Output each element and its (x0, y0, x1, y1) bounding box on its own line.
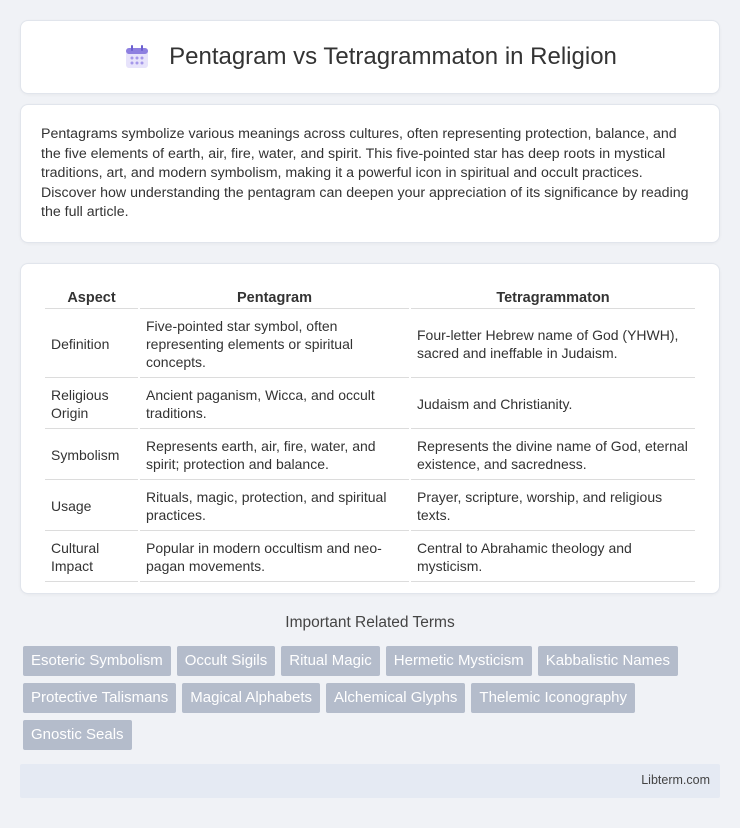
tetragrammaton-cell: Prayer, scripture, worship, and religious texts. (411, 482, 695, 531)
pentagram-cell: Ancient paganism, Wicca, and occult traditions. (140, 380, 409, 429)
related-term-tag[interactable]: Alchemical Glyphs (326, 683, 465, 713)
table-row (45, 482, 695, 531)
page-title: Pentagram vs Tetragrammaton in Religion (169, 43, 617, 70)
table-row (45, 431, 695, 480)
tetragrammaton-cell: Four-letter Hebrew name of God (YHWH), sacred and ineffable in Judaism. (411, 311, 695, 378)
table-header-row (45, 286, 695, 309)
pentagram-cell: Rituals, magic, protection, and spiritual practices. (140, 482, 409, 531)
related-terms-title: Important Related Terms (285, 614, 455, 631)
comparison-table-card (20, 263, 720, 594)
aspect-cell: Cultural Impact (45, 533, 138, 582)
column-header-tetragrammaton: Tetragrammaton (411, 286, 695, 309)
related-term-tag[interactable]: Kabbalistic Names (538, 646, 678, 676)
related-term-tag[interactable]: Occult Sigils (177, 646, 276, 676)
table-row (45, 533, 695, 582)
comparison-table (43, 284, 697, 584)
table-row (45, 311, 695, 378)
aspect-cell: Definition (45, 311, 138, 378)
column-header-aspect: Aspect (45, 286, 138, 309)
related-term-tag[interactable]: Hermetic Mysticism (386, 646, 532, 676)
related-term-tag[interactable]: Ritual Magic (281, 646, 380, 676)
tetragrammaton-cell: Represents the divine name of God, eternal existence, and sacredness. (411, 431, 695, 480)
related-term-tag[interactable]: Magical Alphabets (182, 683, 320, 713)
table-row (45, 380, 695, 429)
calendar-icon (123, 43, 151, 71)
column-header-pentagram: Pentagram (140, 286, 409, 309)
aspect-cell: Symbolism (45, 431, 138, 480)
aspect-cell: Religious Origin (45, 380, 138, 429)
related-term-tag[interactable]: Esoteric Symbolism (23, 646, 171, 676)
pentagram-cell: Represents earth, air, fire, water, and spirit; protection and balance. (140, 431, 409, 480)
footer (20, 764, 720, 798)
footer-site-link[interactable]: Libterm.com (641, 773, 710, 787)
intro-card (20, 104, 720, 243)
related-term-tag[interactable]: Gnostic Seals (23, 720, 132, 750)
pentagram-cell: Five-pointed star symbol, often representing elements or spiritual concepts. (140, 311, 409, 378)
tetragrammaton-cell: Central to Abrahamic theology and mysticism. (411, 533, 695, 582)
tetragrammaton-cell: Judaism and Christianity. (411, 380, 695, 429)
pentagram-cell: Popular in modern occultism and neo-pagan movements. (140, 533, 409, 582)
aspect-cell: Usage (45, 482, 138, 531)
related-terms-list (23, 646, 723, 757)
header-card (20, 20, 720, 94)
related-term-tag[interactable]: Protective Talismans (23, 683, 176, 713)
related-term-tag[interactable]: Thelemic Iconography (471, 683, 635, 713)
intro-text: Pentagrams symbolize various meanings across cultures, often representing protection, balance, and the five elements of earth, air, fire, water, and spirit. This five-pointed star has deep roots in mystical traditions, art, and modern symbolism, making it a powerful icon in spiritual and occult practices. Discover how understanding the pentagram can deepen your appreciation of its significance by reading the full article. (41, 126, 689, 220)
